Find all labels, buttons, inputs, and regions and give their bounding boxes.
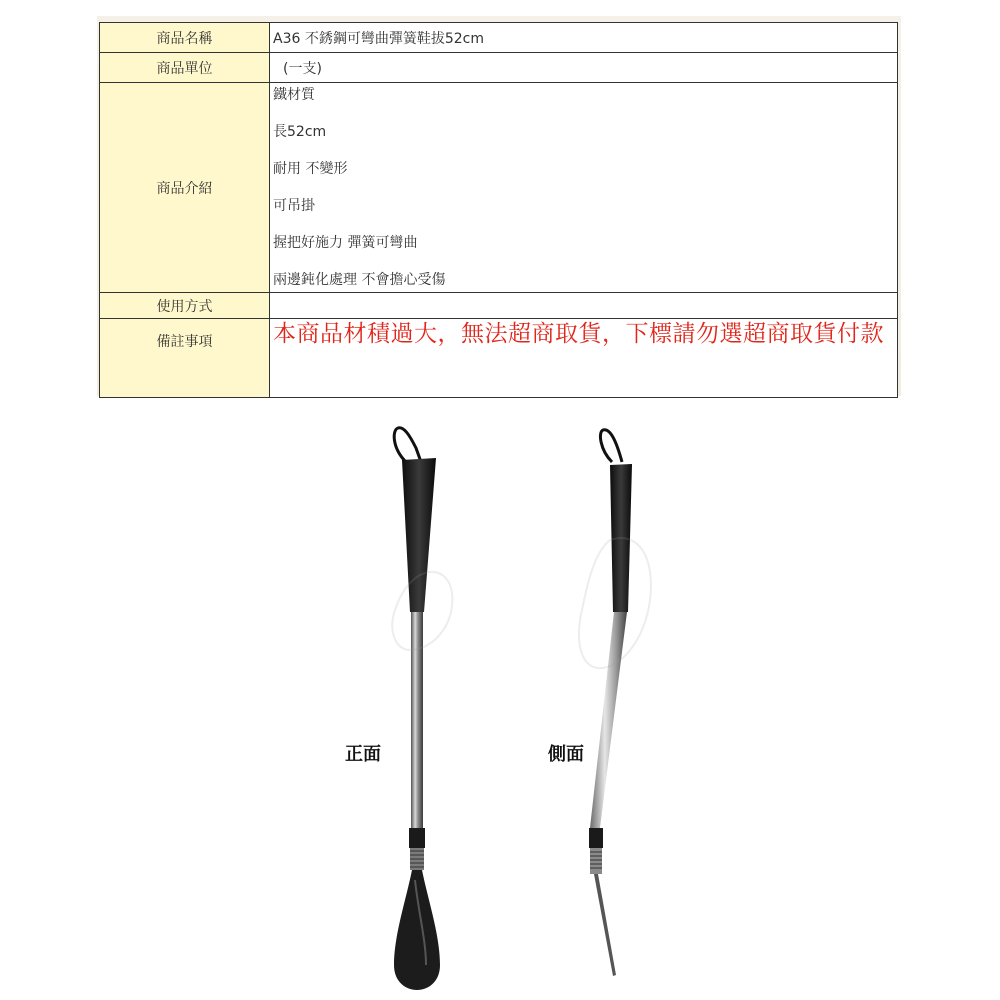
hanging-loop	[394, 428, 421, 462]
intro-line: 耐用 不變形	[273, 161, 348, 177]
intro-line: 握把好施力 彈簧可彎曲	[273, 235, 418, 251]
table-row	[100, 319, 898, 398]
table-row	[100, 83, 898, 293]
row-label-product-unit: 商品單位	[100, 53, 270, 83]
intro-line: 兩邊鈍化處理 不會擔心受傷	[273, 272, 446, 288]
usage-value	[270, 293, 898, 319]
side-view-caption: 側面	[548, 744, 584, 765]
row-label-product-name: 商品名稱	[100, 23, 270, 53]
intro-line: 長52cm	[273, 124, 327, 140]
product-intro-list	[273, 84, 894, 291]
row-label-usage: 使用方式	[100, 293, 270, 319]
intro-line: 可吊掛	[273, 198, 315, 214]
row-label-product-intro: 商品介紹	[100, 83, 270, 293]
table-row	[100, 53, 898, 83]
front-view-shoehorn	[394, 428, 440, 990]
table-row	[100, 23, 898, 53]
table-row	[100, 293, 898, 319]
product-unit-value: (一支)	[283, 60, 322, 77]
product-photo	[0, 400, 1000, 1000]
shoehorn-blade	[394, 870, 440, 990]
steel-shaft	[411, 612, 423, 830]
shoehorn-blade-edge	[594, 874, 616, 976]
lower-band	[589, 828, 603, 848]
notes-cell	[270, 319, 898, 398]
spring-coil	[590, 848, 602, 874]
side-view-shoehorn	[589, 430, 632, 976]
front-view-caption: 正面	[345, 744, 381, 765]
lower-band	[409, 828, 425, 848]
spring-coil	[410, 848, 424, 870]
product-spec-table	[99, 22, 898, 398]
handle-grip	[402, 458, 436, 612]
intro-line: 鐵材質	[273, 87, 315, 103]
product-intro-cell	[270, 83, 898, 293]
product-name-value: A36 不銹鋼可彎曲彈簧鞋拔52cm	[270, 23, 898, 53]
hanging-loop	[600, 430, 622, 462]
notes-warning-text: 本商品材積過大，無法超商取貨，下標請勿選超商取貨付款	[273, 321, 884, 347]
steel-shaft	[590, 612, 627, 828]
row-label-notes: 備註事項	[100, 319, 270, 398]
product-unit-cell	[270, 53, 898, 83]
